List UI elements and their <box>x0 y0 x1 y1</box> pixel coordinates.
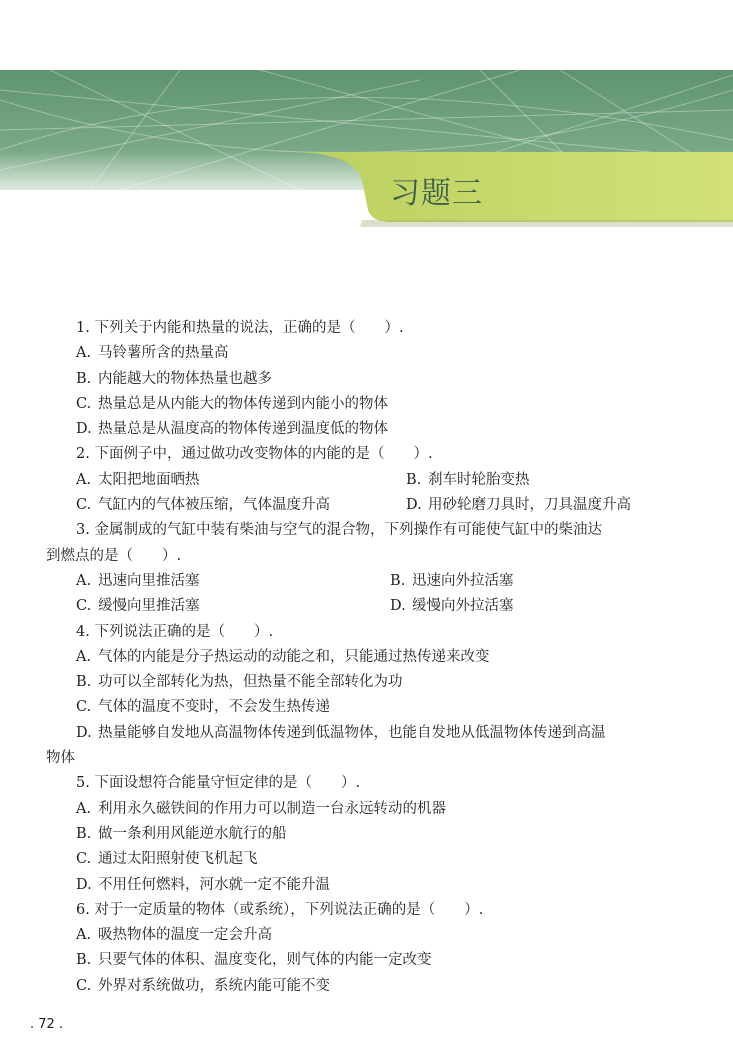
option-label: A. <box>76 471 92 488</box>
page-title: 习题三 <box>390 176 483 211</box>
option-label: C. <box>76 699 92 716</box>
q5-option-c <box>46 847 686 872</box>
option-text: 气体的内能是分子热运动的动能之和，只能通过热传递来改变 <box>98 648 490 665</box>
option-text: 缓慢向里推活塞 <box>98 598 200 615</box>
q5-option-a <box>46 797 686 822</box>
q5-option-d <box>46 873 686 898</box>
option-text: 只要气体的体积、温度变化，则气体的内能一定改变 <box>98 952 432 969</box>
option-label: D. <box>390 598 406 615</box>
q2-option-b <box>406 468 530 493</box>
q2-option-d <box>406 493 631 518</box>
question-5: 5. 下面设想符合能量守恒定律的是（ ）. <box>76 775 361 792</box>
option-label: A. <box>76 927 92 944</box>
banner-graphic <box>0 70 733 230</box>
option-label: D. <box>406 497 422 514</box>
option-text: 做一条利用风能逆水航行的船 <box>98 825 287 842</box>
option-label: B. <box>76 825 92 842</box>
q6-option-c <box>46 974 686 999</box>
q4-option-a <box>46 645 686 670</box>
option-label: B. <box>76 674 92 691</box>
option-text: 外界对系统做功，系统内能可能不变 <box>98 977 330 994</box>
question-3: 3. 金属制成的气缸中装有柴油与空气的混合物，下列操作有可能使气缸中的柴油达 <box>76 522 602 539</box>
option-text: 刹车时轮胎变热 <box>428 471 530 488</box>
option-label: A. <box>76 345 92 362</box>
question-6: 6. 对于一定质量的物体（或系统），下列说法正确的是（ ）. <box>76 901 484 918</box>
header-banner <box>0 70 733 230</box>
page-number: . 72 . <box>30 1017 64 1032</box>
option-label: D. <box>76 421 92 438</box>
option-text: 功可以全部转化为热，但热量不能全部转化为功 <box>98 674 403 691</box>
option-label: C. <box>76 851 92 868</box>
question-1: 1. 下列关于内能和热量的说法，正确的是（ ）. <box>76 320 404 336</box>
option-text: 用砂轮磨刀具时，刀具温度升高 <box>428 497 631 514</box>
option-label: B. <box>76 952 92 969</box>
option-label: C. <box>76 395 92 412</box>
option-text: 太阳把地面晒热 <box>98 471 200 488</box>
question-2: 2. 下面例子中，通过做功改变物体的内能的是（ ）. <box>76 446 433 463</box>
option-text: 通过太阳照射使飞机起飞 <box>98 851 258 868</box>
option-text: 气缸内的气体被压缩，气体温度升高 <box>98 497 330 514</box>
q1-option-b <box>46 367 686 392</box>
option-text: 缓慢向外拉活塞 <box>412 598 514 615</box>
q2-options-row-2 <box>46 493 686 518</box>
q1-option-d <box>46 417 686 442</box>
option-label: B. <box>406 471 422 488</box>
q6-option-b <box>46 948 686 973</box>
option-text: 热量能够自发地从高温物体传递到低温物体，也能自发地从低温物体传递到高温 <box>98 724 606 741</box>
option-text: 热量总是从内能大的物体传递到内能小的物体 <box>98 395 388 412</box>
option-text: 迅速向外拉活塞 <box>412 572 514 589</box>
q4-option-d-continued: 物体 <box>46 750 75 767</box>
option-label: A. <box>76 648 92 665</box>
option-text: 不用任何燃料，河水就一定不能升温 <box>98 876 330 893</box>
option-label: C. <box>76 977 92 994</box>
q5-option-b <box>46 822 686 847</box>
q3-option-b <box>390 569 514 594</box>
option-label: A. <box>76 572 92 589</box>
question-3-continued: 到燃点的是（ ）. <box>46 547 182 564</box>
q3-options-row-1 <box>46 569 686 594</box>
option-text: 内能越大的物体热量也越多 <box>98 370 272 387</box>
option-text: 热量总是从温度高的物体传递到温度低的物体 <box>98 421 388 438</box>
q3-options-row-2 <box>46 594 686 619</box>
option-label: D. <box>76 724 92 741</box>
q1-option-a <box>46 341 686 366</box>
option-label: B. <box>390 572 406 589</box>
option-label: C. <box>76 497 92 514</box>
option-text: 迅速向里推活塞 <box>98 572 200 589</box>
option-text: 气体的温度不变时，不会发生热传递 <box>98 699 330 716</box>
option-label: B. <box>76 370 92 387</box>
q6-option-a <box>46 923 686 948</box>
option-text: 吸热物体的温度一定会升高 <box>98 927 272 944</box>
option-text: 马铃薯所含的热量高 <box>98 345 229 362</box>
option-text: 利用永久磁铁间的作用力可以制造一台永远转动的机器 <box>98 800 446 817</box>
option-label: D. <box>76 876 92 893</box>
q2-options-row-1 <box>46 468 686 493</box>
q4-option-d <box>46 721 686 746</box>
option-label: C. <box>76 598 92 615</box>
q4-option-c <box>46 695 686 720</box>
question-4: 4. 下列说法正确的是（ ）. <box>76 623 274 640</box>
q3-option-d <box>390 594 514 619</box>
exercise-list <box>46 316 686 999</box>
q4-option-b <box>46 670 686 695</box>
q1-option-c <box>46 392 686 417</box>
option-label: A. <box>76 800 92 817</box>
